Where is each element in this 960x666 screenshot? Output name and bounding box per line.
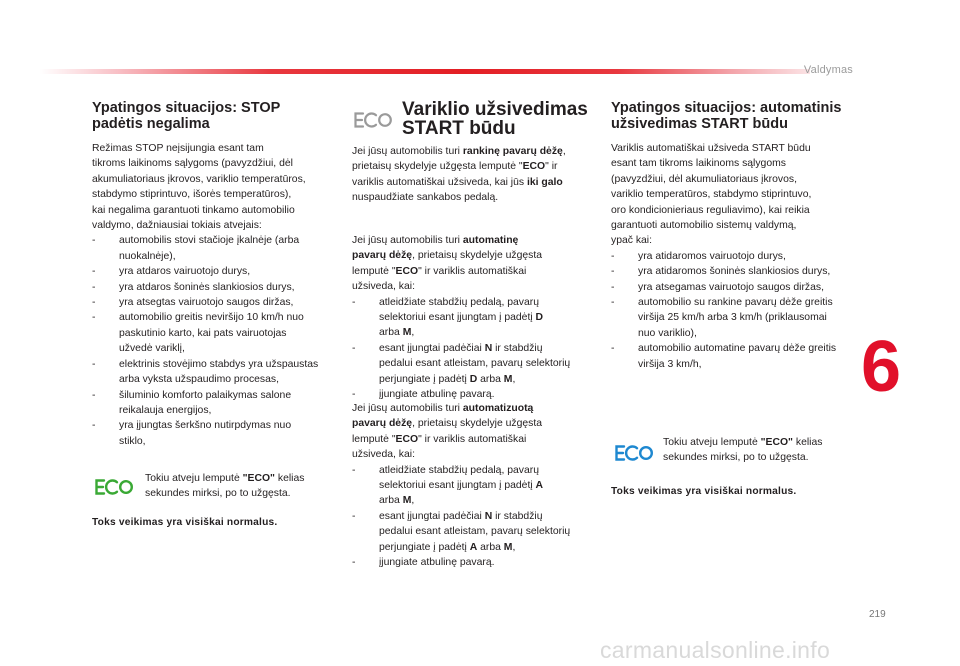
text-line: stabdymo stiprintuvo, išorės temperatūros), — [92, 189, 292, 201]
list-item: - atleidžiate stabdžių pedalą, pavarų selektoriui esant įjungtam į padėtį D arba M, — [352, 295, 602, 341]
list-item: - automobilio su rankine pavarų dėže greitis viršija 25 km/h arba 3 km/h (priklausomai nuo variklio), — [611, 295, 861, 341]
automatic-conditions-list — [352, 295, 602, 403]
automated-conditions-list — [352, 463, 602, 571]
text-line: Režimas STOP neįsijungia esant tam — [92, 143, 264, 154]
heading-start-mode: Variklio užsivedimas START būdu — [402, 99, 588, 139]
intro-paragraph: Variklis automatiškai užsiveda START būdu esant tam tikroms laikinoms sąlygoms (pavyzdžiui, dėl akumuliatoriaus įkrovos, variklio temperatūros, stabdymo stiprintuvo, oro kondicionieriaus reguliavimo), kai reikia garantuoti automobilio sistemų valdymą, ypač kai: — [611, 143, 812, 247]
heading-line: Ypatingos situacijos: STOP — [92, 100, 281, 116]
eco-note: Tokiu atveju lemputė "ECO" kelias sekundes mirksi, po to užgęsta. — [663, 437, 823, 464]
watermark: carmanualsonline.info — [600, 637, 831, 663]
list-item: - yra atsegtas vairuotojo saugos diržas, — [92, 295, 347, 310]
column-stop-impossible — [92, 100, 347, 449]
text-line: kai negalima garantuoti tinkamo automobilio — [92, 204, 295, 216]
header-accent-bar — [40, 69, 810, 74]
list-item: - atleidžiate stabdžių pedalą, pavarų selektoriui esant įjungtam į padėtį A arba M, — [352, 463, 602, 509]
list-item: - yra atidaromos vairuotojo durys, — [611, 249, 861, 264]
normal-operation-note: Toks veikimas yra visiškai normalus. — [611, 486, 797, 497]
conditions-list — [92, 233, 347, 449]
list-item: - yra atsegamas vairuotojo saugos diržas, — [611, 280, 861, 295]
list-item: - automobilis stovi stačioje įkalnėje (arba nuokalnėje), — [92, 233, 347, 264]
heading-stop-impossible — [92, 100, 347, 132]
automatic-gearbox-paragraph: Jei jūsų automobilis turi automatinę pavarų dėžę, prietaisų skydelyje užgęsta lemputė "ECO" ir variklis automatiškai užsiveda, kai: - atleidžiate stabdžių pedalą, pavarų selektoriui esant įjungtam į padėtį D arba M, - esant įjungtai padėčiai N ir stabdžių pedalui esant atleistam, pavarų selektorių perjungiate į padėtį D arba M, - įjungiate atbulinę pavarą. — [352, 233, 602, 402]
list-item: - įjungiate atbulinę pavarą. — [352, 555, 602, 570]
heading-auto-start: Ypatingos situacijos: automatinis užsivedimas START būdu — [611, 100, 842, 132]
text-line: akumuliatoriaus įkrovos, variklio temperatūros, — [92, 173, 306, 185]
list-item: - yra atidaromos šoninės slankiosios durys, — [611, 264, 861, 279]
chapter-number: 6 — [861, 327, 902, 407]
automated-gearbox-paragraph: Jei jūsų automobilis turi automatizuotą pavarų dėžę, prietaisų skydelyje užgęsta lemputė "ECO" ir variklis automatiškai užsiveda, kai: - atleidžiate stabdžių pedalą, pavarų selektoriui esant įjungtam į padėtį A arba M, - esant įjungtai padėčiai N ir stabdžių pedalui esant atleistam, pavarų selektorių perjungiate į padėtį A arba M, - įjungiate atbulinę pavarą. — [352, 401, 602, 570]
list-item: - automobilio automatine pavarų dėže greitis viršija 3 km/h, — [611, 341, 861, 372]
eco-green-icon — [93, 478, 133, 496]
list-item: - yra įjungtas šerkšno nutirpdymas nuo stiklo, — [92, 418, 347, 449]
manual-gearbox-paragraph: Jei jūsų automobilis turi rankinę pavarų dėžę, prietaisų skydelyje užgęsta lemputė "ECO" ir variklis automatiškai užsiveda, kai jūs iki galo nuspaudžiate sankabos pedalą. — [352, 146, 566, 204]
heading-line: padėtis negalima — [92, 116, 210, 132]
page-number: 219 — [869, 609, 886, 620]
section-title: Valdymas — [803, 64, 853, 76]
list-item: - esant įjungtai padėčiai N ir stabdžių pedalui esant atleistam, pavarų selektorių perjungiate į padėtį D arba M, — [352, 341, 602, 387]
list-item: - elektrinis stovėjimo stabdys yra užspaustas arba vyksta užspaudimo procesas, — [92, 357, 347, 388]
normal-operation-note: Toks veikimas yra visiškai normalus. — [92, 517, 278, 528]
eco-blue-icon — [613, 444, 653, 462]
list-item: - yra atdaros šoninės slankiosios durys, — [92, 280, 347, 295]
eco-note: Tokiu atveju lemputė "ECO" kelias sekundes mirksi, po to užgęsta. — [145, 473, 305, 500]
text-line: valdymo, dažniausiai tokiais atvejais: — [92, 220, 262, 232]
list-item: - esant įjungtai padėčiai N ir stabdžių pedalui esant atleistam, pavarų selektorių perjungiate į padėtį A arba M, — [352, 509, 602, 555]
column-auto-start — [611, 100, 861, 372]
eco-gray-icon — [352, 111, 392, 129]
list-item: - yra atdaros vairuotojo durys, — [92, 264, 347, 279]
list-item: - įjungiate atbulinę pavarą. — [352, 387, 602, 402]
conditions-list — [611, 249, 861, 372]
intro-paragraph — [92, 141, 347, 233]
list-item: - automobilio greitis neviršijo 10 km/h nuo paskutinio karto, kai pats vairuotojas užvedė variklį, — [92, 310, 347, 356]
list-item: - šiluminio komforto palaikymas salone reikalauja energijos, — [92, 388, 347, 419]
text-line: tikroms laikinoms sąlygoms (pavyzdžiui, dėl — [92, 158, 293, 170]
